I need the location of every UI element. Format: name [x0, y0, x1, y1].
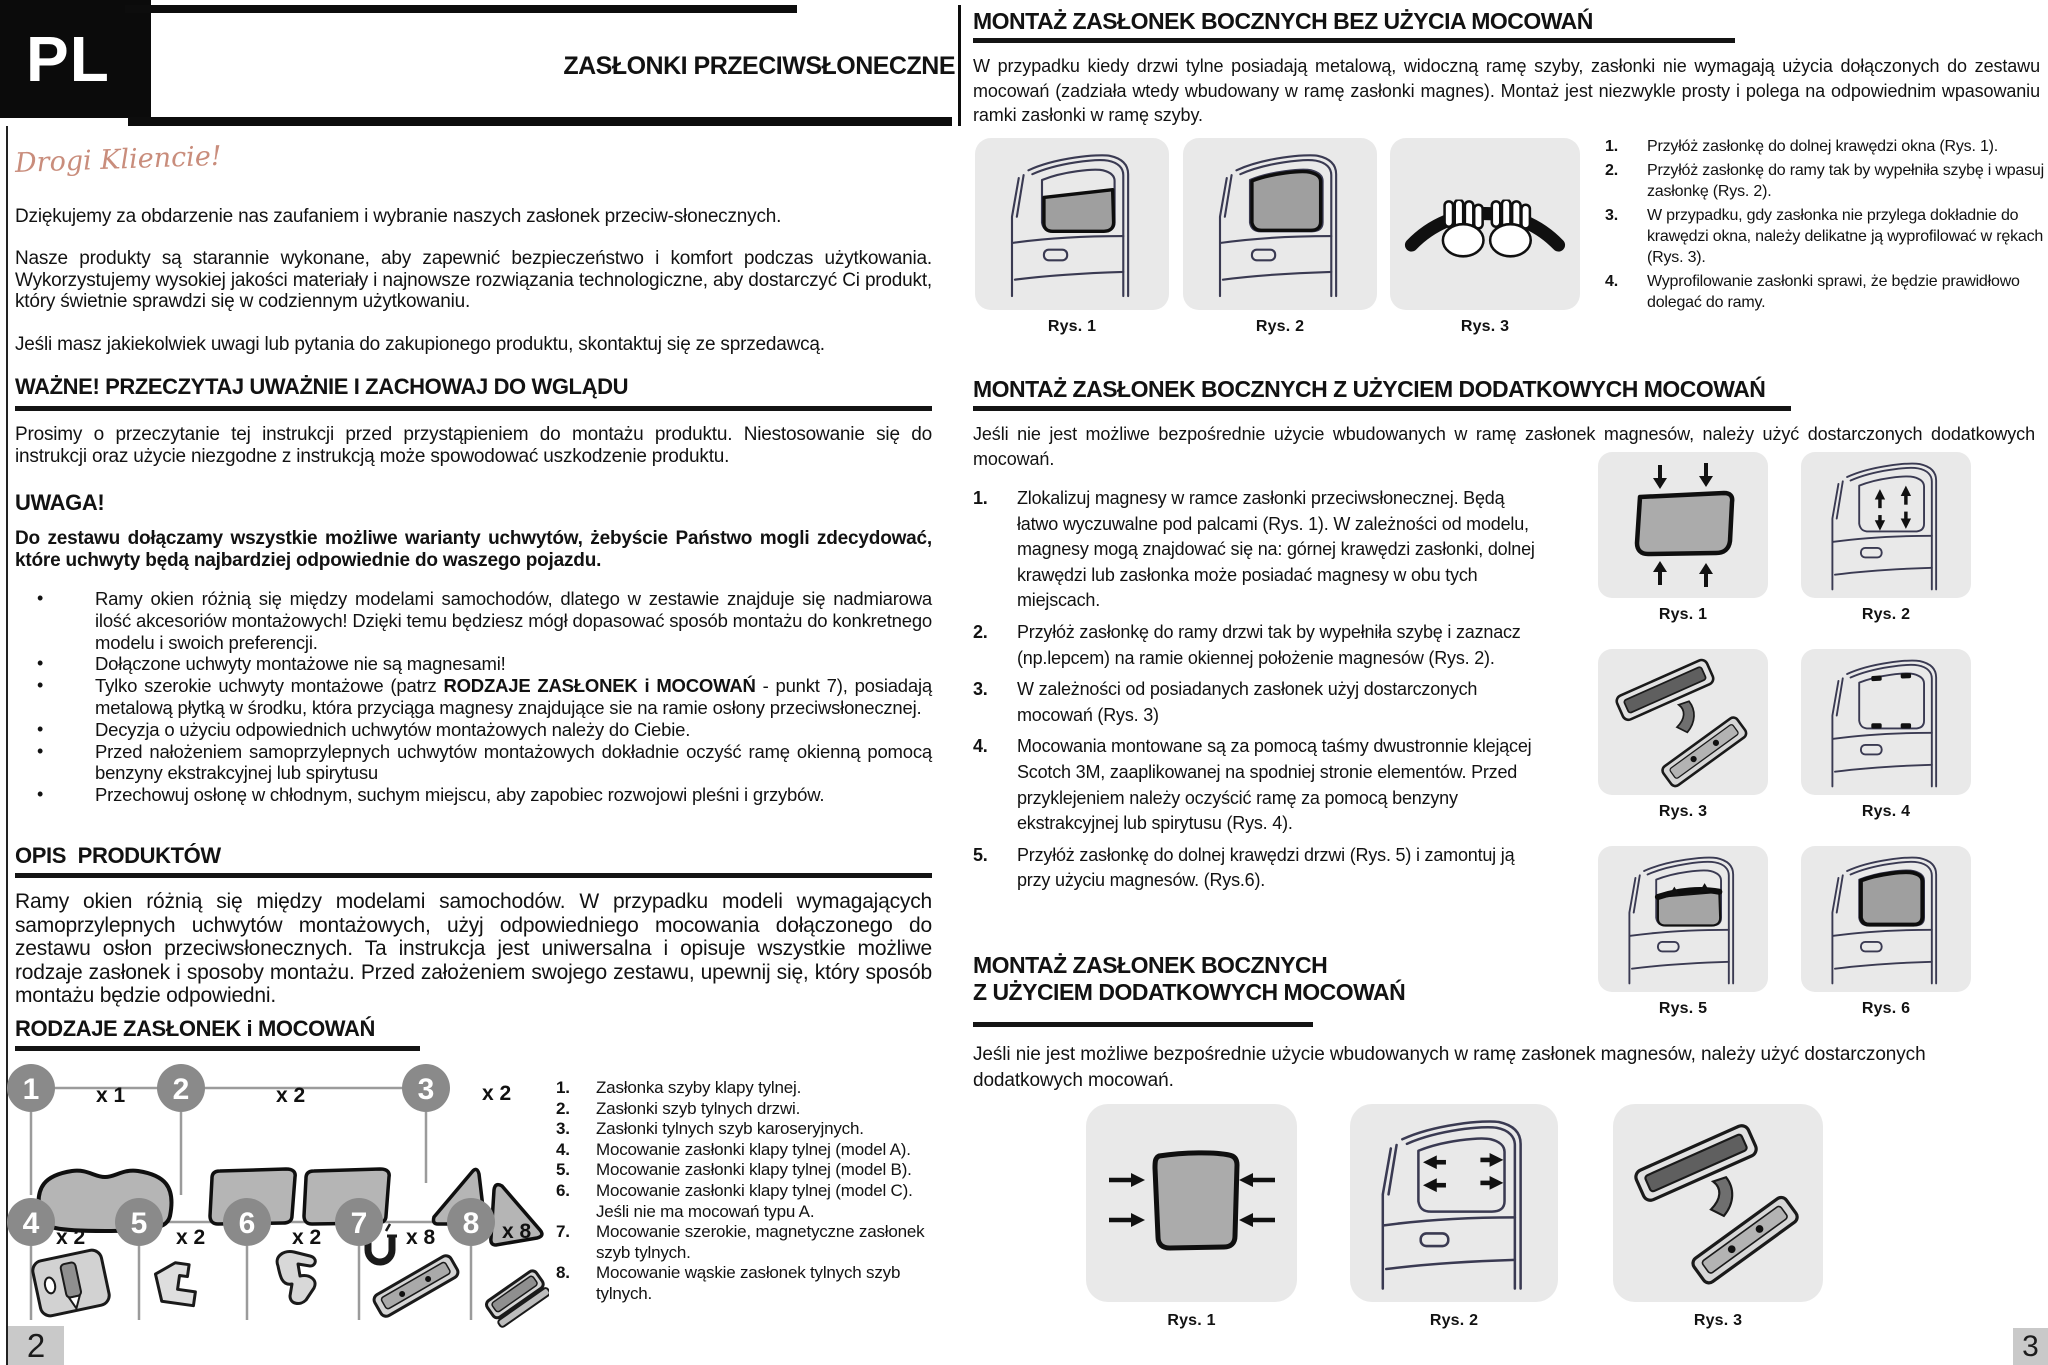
svg-text:x 1: x 1 — [96, 1084, 126, 1107]
svg-text:5: 5 — [130, 1207, 148, 1240]
svg-text:x 8: x 8 — [502, 1220, 532, 1243]
svg-text:x 2: x 2 — [56, 1226, 86, 1249]
svg-text:1: 1 — [22, 1073, 40, 1106]
bullet-item: • Ramy okien różnią się między modelami samochodów, dlatego w zestawie znajduje się nadmiarowa ilość akcesoriów montażowych! Dzięki temu będziesz mógł dopasować sposób montażu do konkretnego modelu i swoich preferencji. — [15, 588, 932, 653]
kit-legend-item: 8. Mocowanie wąskie zasłonek tylnych szyb tylnych. — [556, 1263, 901, 1303]
figure-s1-rys2 — [1183, 138, 1377, 310]
figure-caption: Rys. 2 — [1429, 1312, 1479, 1329]
rodzaje-rule — [15, 1046, 420, 1051]
bullet-item: • Dołączone uchwyty montażowe nie są magnesami! — [15, 653, 932, 675]
page-number-left: 2 — [8, 1326, 64, 1365]
kit-legend-item: 5. Mocowanie zasłonki klapy tylnej (model B). — [556, 1160, 912, 1180]
clip-b-art — [152, 1260, 199, 1305]
bullet-dot: • — [37, 653, 44, 674]
hook-art — [277, 1252, 315, 1304]
narrow-rail-art — [485, 1269, 549, 1328]
kit-legend-item: 2. Zasłonki szyb tylnych drzwi. — [556, 1098, 801, 1118]
figure-s1-rys3 — [1390, 138, 1580, 310]
opis-heading: OPIS PRODUKTÓW — [15, 843, 221, 868]
section2-steps — [973, 486, 1545, 900]
figure-caption: Rys. 2 — [1255, 318, 1305, 335]
figure-s2-rys1 — [1598, 452, 1768, 598]
header-divider — [958, 5, 961, 126]
opis-text: Ramy okien różnią się między modelami samochodów. W przypadku modeli wymagających samoprzylepnych uchwytów montażowych, użyj odpowiedniego mocowania dołączonego do zestawu osłon przeciwsłonecznych. Ta instrukcja jest uniwersalna i opisuje wszystkie możliwe rodzaje zasłonek i sposoby montażu. Przed założeniem swojego zestawu, upewnij się, który sposób montażu będzie odpowiedni. — [15, 890, 932, 1007]
kit-legend-item: 3. Zasłonki tylnych szyb karoseryjnych. — [556, 1119, 864, 1139]
svg-text:x 2: x 2 — [292, 1226, 322, 1249]
door-shade-full-art — [1215, 149, 1345, 299]
step-item: 5. Przyłóż zasłonkę do dolnej krawędzi drzwi (Rys. 5) i zamontuj ją przy użyciu magnesów. (Rys.6). — [973, 844, 1515, 891]
door-window-arrows-art — [1829, 458, 1943, 592]
svg-text:8: 8 — [462, 1207, 480, 1240]
figure-s1-rys1 — [975, 138, 1169, 310]
header-rule-top — [125, 5, 797, 13]
step-item: 1. Zlokalizuj magnesy w ramce zasłonki przeciwsłonecznej. Będą łatwo wyczuwalne pod palcami (Rys. 1). W zależności od modelu, magnesy mogą znajdować się na: górnej krawędzi zasłonki, dolnej krawędzi lub zasłonka może posiadać magnesy w obu tych miejscach. — [973, 488, 1535, 611]
figure-s2-rys6 — [1801, 846, 1971, 992]
right-page — [973, 0, 2048, 1365]
language-label: PL — [26, 23, 110, 95]
clip-a-art — [31, 1248, 111, 1317]
door-arrows-horizontal-art — [1379, 1114, 1529, 1292]
bullet-item: • Decyzja o użyciu odpowiednich uchwytów montażowych należy do Ciebie. — [15, 719, 932, 741]
figure-caption: Rys. 3 — [1460, 318, 1510, 335]
hands-bending-frame-art — [1397, 154, 1573, 294]
section1-steps — [1605, 136, 2045, 316]
page-number-right: 3 — [2013, 1328, 2048, 1365]
important-heading: WAŻNE! PRZECZYTAJ UWAŻNIE I ZACHOWAJ DO WGLĄDU — [15, 374, 629, 399]
kit-legend-item: 4. Mocowanie zasłonki klapy tylnej (model A). — [556, 1139, 911, 1159]
rail-mocowania-art — [1608, 653, 1758, 791]
section1-text: W przypadku kiedy drzwi tylne posiadają metalową, widoczną ramę szyby, zasłonki nie wymagają użycia dołączonych do zestawu mocowań (zadziała wtedy wbudowany w ramę zasłonki magnes). Montaż jest niezwykle prosty i polega na odpowiednim wpasowaniu ramki zasłonki w ramę szyby. — [973, 56, 2040, 125]
step-item: 4. Mocowania montowane są za pomocą taśmy dwustronnie klejącej Scotch 3M, zaaplikowanej na spodniej stronie elementów. Przed przyklejeniem należy oczyścić ramę za pomocą benzyny ekstrakcyjnej lub spirytusu (Rys. 4). — [973, 736, 1532, 834]
section1-heading: MONTAŻ ZASŁONEK BOCZNYCH BEZ UŻYCIA MOCOWAŃ — [973, 8, 1593, 34]
figure-caption: Rys. 1 — [1167, 1312, 1216, 1329]
svg-text:x 2: x 2 — [276, 1084, 306, 1107]
section1-rule — [973, 38, 1735, 43]
figure-caption: Rys. 1 — [1047, 318, 1097, 335]
figure-s3-rys1 — [1086, 1104, 1297, 1302]
section3-text: Jeśli nie jest możliwe bezpośrednie użycie wbudowanych w ramę zasłonek magnesów, należy użyć dostarczonych dodatkowych mocowań. — [973, 1044, 1926, 1091]
figure-s2-rys3 — [1598, 649, 1768, 795]
figure-caption: Rys. 1 — [1658, 606, 1708, 623]
door-window-clips-art — [1829, 655, 1943, 789]
step-item: 2. Przyłóż zasłonkę do ramy drzwi tak by wypełniła szybę i zaznacz (np.lepcem) na ramie okiennej położenie magnesów (Rys. 2). — [973, 621, 1521, 668]
kit-diagram — [4, 1058, 549, 1365]
bullet-list — [15, 588, 932, 806]
header-rule-bottom — [128, 117, 952, 126]
greeting-script: Drogi Kliencie! — [14, 140, 223, 179]
figure-caption: Rys. 3 — [1658, 803, 1708, 820]
rail-mocowania-art — [1626, 1117, 1811, 1289]
important-text: Prosimy o przeczytanie tej instrukcji przed przystąpieniem do montażu produktu. Niestosowanie się do instrukcji oraz użycie niezgodne z instrukcją może spowodować uszkodzenie produktu. — [15, 424, 932, 467]
figure-caption: Rys. 5 — [1658, 1000, 1708, 1017]
bullet-dot: • — [37, 740, 44, 761]
bullet-dot: • — [37, 588, 44, 608]
svg-text:4: 4 — [22, 1207, 40, 1240]
step-item: 4. Wyprofilowanie zasłonki sprawi, że będzie prawidłowo dolegać do ramy. — [1605, 273, 2020, 311]
important-rule — [15, 406, 932, 411]
bullet-item: • Tylko szerokie uchwyty montażowe (patrz RODZAJE ZASŁONEK i MOCOWAŃ - punkt 7), posiadają metalową płytką w środku, która przyciąga magnesy znajdujące sie na ramie osłony przeciwsłonecznej. — [15, 675, 932, 719]
section3-heading: MONTAŻ ZASŁONEK BOCZNYCH Z UŻYCIEM DODATKOWYCH MOCOWAŃ — [973, 952, 1406, 1005]
kit-legend-list — [556, 1078, 948, 1305]
step-item: 1. Przyłóż zasłonkę do dolnej krawędzi okna (Rys. 1). — [1605, 138, 1999, 155]
bullet-dot: • — [37, 675, 44, 696]
intro-paragraph-2: Nasze produkty są starannie wykonane, aby zapewnić bezpieczeństwo i komfort podczas użytkowania. Wykorzystujemy wysokiej jakości materiały i najnowsze rozwiązania technologiczne, aby dostarczyć Ci produkt, który świetnie sprawdzi się w codziennym użytkowaniu. — [15, 248, 932, 312]
svg-text:x 8: x 8 — [406, 1226, 436, 1249]
figure-caption: Rys. 3 — [1693, 1312, 1743, 1329]
svg-text:7: 7 — [350, 1207, 368, 1240]
figure-s3-rys2 — [1350, 1104, 1558, 1302]
intro-paragraph-3: Jeśli masz jakiekolwiek uwagi lub pytania do zakupionego produktu, skontaktuj się ze sprzedawcą. — [15, 334, 825, 355]
section2-rule — [973, 406, 1791, 411]
svg-text:3: 3 — [417, 1073, 435, 1106]
language-tab — [0, 0, 151, 118]
figure-s2-rys4 — [1801, 649, 1971, 795]
uwaga-bold-text: Do zestawu dołączamy wszystkie możliwe warianty uchwytów, żebyście Państwo mogli zdecydować, które uchwyty będą najbardziej odpowiednie do waszego pojazdu. — [15, 528, 932, 571]
page-title: ZASŁONKI PRZECIWSŁONECZNE — [563, 52, 955, 80]
figure-s3-rys3 — [1613, 1104, 1823, 1302]
svg-text:2: 2 — [172, 1073, 190, 1106]
kit-legend-item: 6. Mocowanie zasłonki klapy tylnej (model C). — [556, 1180, 913, 1200]
shade-arrows-horizontal-art — [1097, 1118, 1287, 1288]
figure-s2-rys2 — [1801, 452, 1971, 598]
kit-legend-item: Jeśli nie ma mocowań typu A. — [596, 1201, 815, 1221]
door-shade-bottom-art — [1007, 149, 1137, 299]
uwaga-heading: UWAGA! — [15, 490, 105, 515]
door-shade-mounted-art — [1829, 852, 1943, 986]
bullet-item: • Przechowuj osłonę w chłodnym, suchym miejscu, aby zapobiec rozwojowi pleśni i grzybów. — [15, 784, 932, 806]
svg-text:x 2: x 2 — [482, 1082, 512, 1105]
step-item: 3. W zależności od posiadanych zasłonek użyj dostarczonych mocowań (Rys. 3) — [973, 679, 1478, 725]
opis-rule — [15, 873, 932, 878]
figure-caption: Rys. 6 — [1861, 1000, 1911, 1017]
bullet-item: • Przed nałożeniem samoprzylepnych uchwytów montażowych dokładnie oczyść ramę okienną pomocą benzyny ekstrakcyjnej lub spirytusu — [15, 741, 932, 785]
bullet-dot: • — [37, 784, 44, 805]
intro-paragraph-1: Dziękujemy za obdarzenie nas zaufaniem i wybranie naszych zasłonek przeciw-słonecznych. — [15, 206, 782, 227]
rodzaje-heading: RODZAJE ZASŁONEK i MOCOWAŃ — [15, 1016, 375, 1041]
section2-text: Jeśli nie jest możliwe bezpośrednie użycie wbudowanych w ramę zasłonek magnesów, należy użyć dostarczonych dodatkowych mocowań. — [973, 424, 2035, 469]
kit-legend-item: 1. Zasłonka szyby klapy tylnej. — [556, 1078, 802, 1097]
figure-caption: Rys. 4 — [1861, 803, 1911, 820]
step-item: 2. Przyłóż zasłonkę do ramy tak by wypełniła szybę i wpasuj zasłonkę (Rys. 2). — [1605, 162, 2044, 200]
svg-text:6: 6 — [238, 1207, 256, 1240]
step-item: 3. W przypadku, gdy zasłonka nie przylega dokładnie do krawędzi okna, należy delikatne ją wyprofilować w rękach (Rys. 3). — [1605, 207, 2044, 266]
bullet-dot: • — [37, 718, 44, 739]
section3-rule — [973, 1022, 1313, 1027]
shade-arrows-vertical-art — [1608, 459, 1758, 591]
section2-heading: MONTAŻ ZASŁONEK BOCZNYCH Z UŻYCIEM DODATKOWYCH MOCOWAŃ — [973, 376, 1766, 402]
svg-text:x 2: x 2 — [176, 1226, 206, 1249]
kit-legend-item: 7. Mocowanie szerokie, magnetyczne zasłonek szyb tylnych. — [556, 1222, 925, 1262]
figure-caption: Rys. 2 — [1861, 606, 1911, 623]
